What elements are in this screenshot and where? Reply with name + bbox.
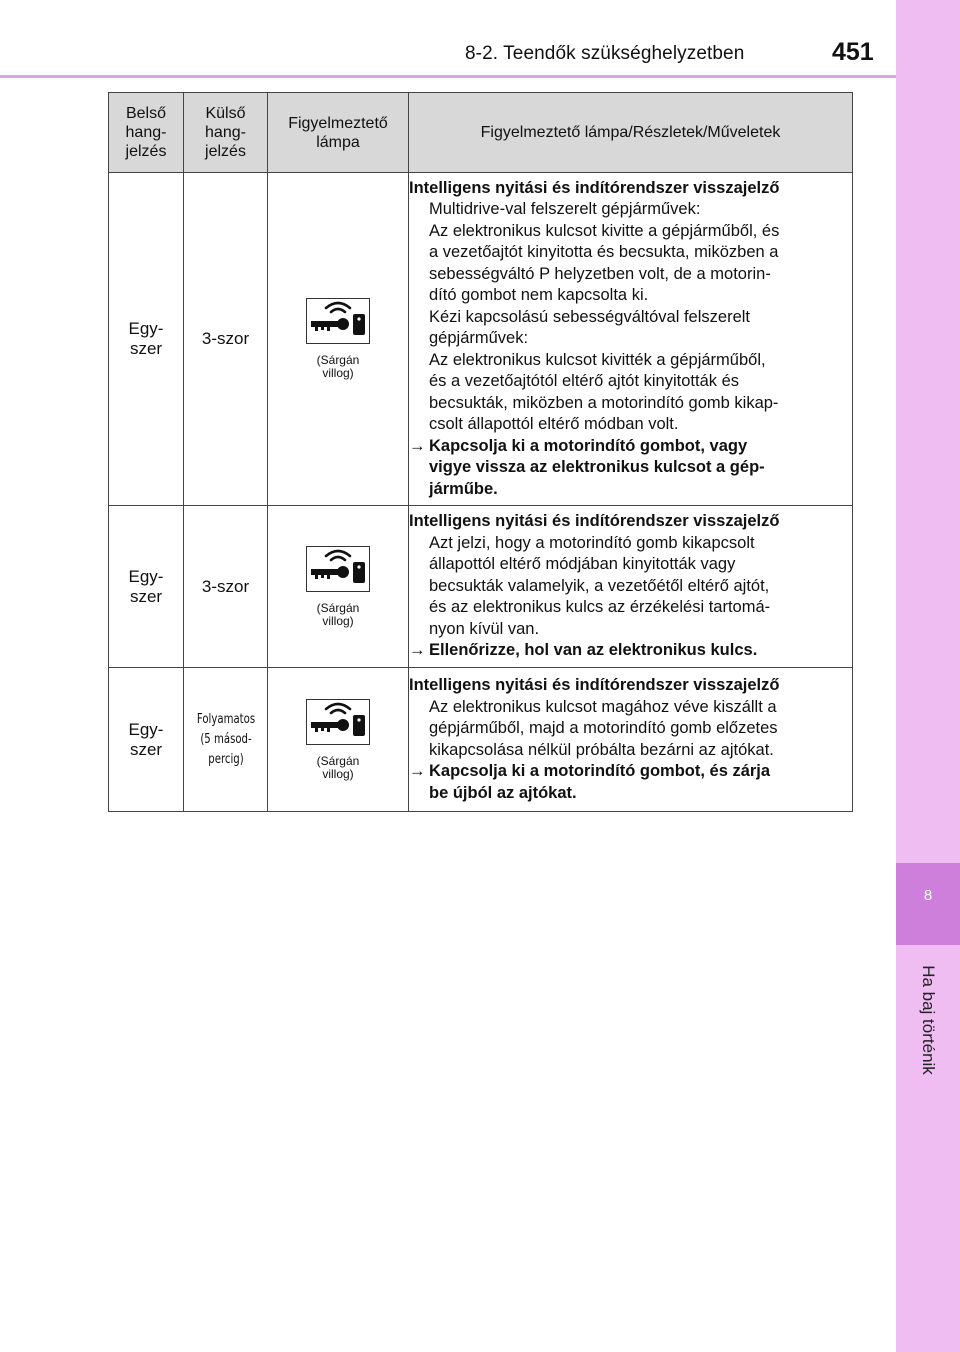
action-instruction: → Kapcsolja ki a motorindító gombot, és zárja be újból az ajtókat.	[409, 761, 852, 804]
details-cell	[409, 668, 853, 812]
header-warning-light: Figyelmeztető lámpa	[268, 93, 409, 173]
warning-light-caption: (Sárgán villog)	[316, 753, 360, 781]
header-details: Figyelmeztető lámpa/Részletek/Műveletek	[409, 93, 853, 173]
header-external-buzzer: Külső hang- jelzés	[184, 93, 268, 173]
external-buzzer-cell: Folyamatos (5 másod- percig)	[193, 668, 259, 812]
arrow-right-icon: →	[409, 436, 426, 455]
table-row	[109, 668, 853, 812]
section-title: 8-2. Teendők szükséghelyzetben	[465, 43, 745, 64]
details-cell	[409, 173, 853, 506]
internal-buzzer-cell: Egy- szer	[109, 173, 184, 506]
warning-light-cell	[268, 173, 409, 506]
indicator-title: Intelligens nyitási és indítórendszer visszajelző	[409, 676, 780, 694]
table-row	[109, 506, 853, 668]
table-row	[109, 173, 853, 506]
smart-key-warning-icon	[306, 546, 370, 592]
details-cell	[409, 506, 853, 668]
chapter-side-tab	[896, 0, 960, 1352]
warning-light-caption: (Sárgán villog)	[316, 353, 360, 380]
indicator-title: Intelligens nyitási és indítórendszer visszajelző	[409, 512, 780, 531]
arrow-right-icon: →	[409, 762, 426, 780]
warning-light-cell	[268, 506, 409, 668]
chapter-title: Ha baj történik	[919, 965, 938, 1075]
detail-text: Az elektronikus kulcsot magához véve kiszállt a gépjárműből, majd a motorindító gomb előzetes kikapcsolása nélkül próbálta bezárni az ajtókat.	[429, 697, 778, 759]
smart-key-warning-icon	[306, 298, 370, 344]
action-instruction: → Ellenőrizze, hol van az elektronikus kulcs.	[409, 640, 852, 662]
arrow-right-icon: →	[409, 641, 426, 660]
internal-buzzer-cell: Egy- szer	[109, 506, 184, 668]
internal-buzzer-cell: Egy- szer	[109, 668, 184, 812]
action-instruction: → Kapcsolja ki a motorindító gombot, vagy vigye vissza az elektronikus kulcsot a gép- járműbe.	[409, 436, 852, 501]
smart-key-warning-icon	[306, 699, 370, 745]
chapter-number: 8	[923, 887, 933, 904]
detail-text: Multidrive-val felszerelt gépjárművek: Az elektronikus kulcsot kivitte a gépjárműből, és a vezetőajtót kinyitotta és becsukta, miközben a sebességváltó P helyzetben volt, de a motorin- dító gombot nem kapcsolta ki. Kézi kapcsolású sebességváltóval felszerelt gépjárművek: Az elektronikus kulcsot kivitték a gépjárműből, és a vezetőajtótól eltérő ajtót kinyitották és becsukták, miközben a motorindító gomb kikap- csolt állapottól eltérő módban volt.	[429, 200, 780, 434]
warning-light-cell	[268, 668, 409, 812]
warning-buzzer-table	[108, 92, 853, 812]
indicator-title: Intelligens nyitási és indítórendszer visszajelző	[409, 178, 780, 197]
header-internal-buzzer: Belső hang- jelzés	[109, 93, 184, 173]
external-buzzer-cell: 3-szor	[184, 506, 268, 668]
chapter-number-block	[896, 863, 960, 945]
warning-light-caption: (Sárgán villog)	[316, 600, 360, 628]
external-buzzer-cell: 3-szor	[184, 173, 268, 506]
page-number: 451	[832, 38, 874, 66]
detail-text: Azt jelzi, hogy a motorindító gomb kikapcsolt állapottól eltérő módjában kinyitották vagy becsukták valamelyik, a vezetőétől eltérő ajtót, és az elektronikus kulcs az érzékelési tartomá- nyon kívül van.	[429, 533, 771, 638]
header-rule	[0, 75, 896, 78]
table-header-row	[109, 93, 853, 173]
